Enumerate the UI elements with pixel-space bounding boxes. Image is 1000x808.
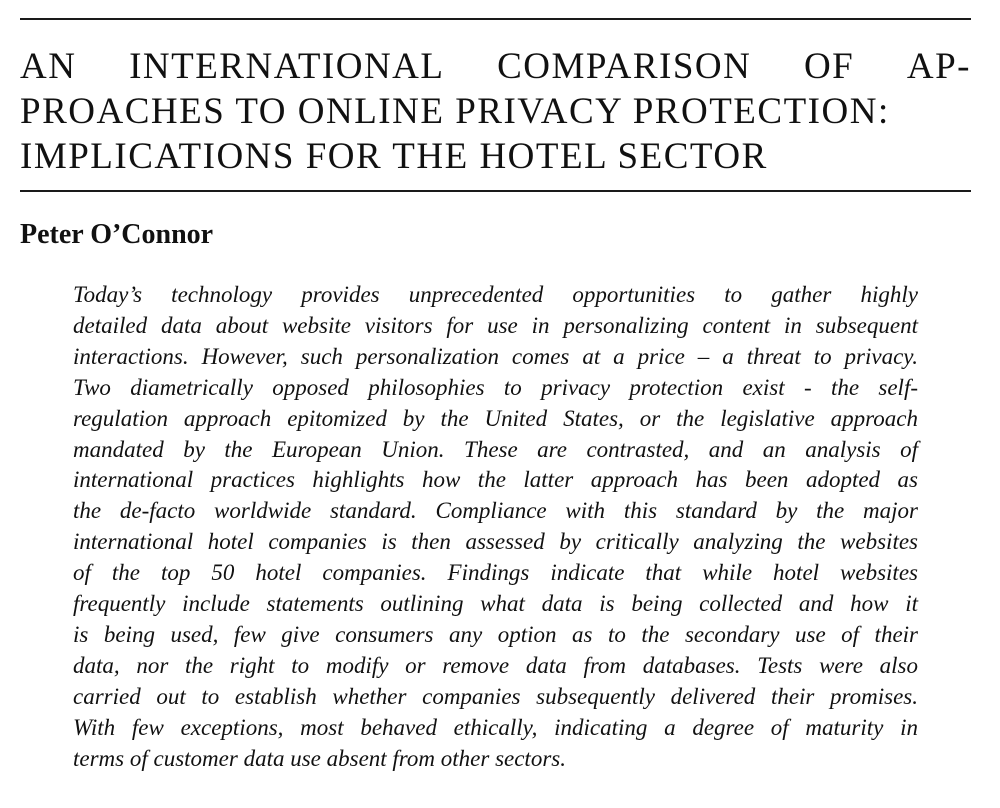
abstract-line: of the top 50 hotel companies. Findings indicate that while hotel websites — [73, 560, 918, 586]
title-word: AN — [20, 46, 77, 87]
abstract-line: detailed data about website visitors for use in personalizing content in subsequent — [73, 312, 918, 338]
author-name: Peter O’Connor — [20, 219, 214, 250]
abstract-line: mandated by the European Union. These are contrasted, and an analysis of — [73, 436, 918, 462]
title-word: COMPARISON — [497, 46, 752, 87]
title-word: OF — [803, 46, 855, 87]
paper-title — [20, 44, 971, 179]
abstract-line: Today’s technology provides unprecedented opportunities to gather highly — [73, 282, 918, 307]
abstract-line: Two diametrically opposed philosophies to privacy protection exist - the self- — [73, 374, 918, 400]
abstract-line: interactions. However, such personalization comes at a price – a threat to privacy. — [73, 343, 918, 369]
bottom-rule — [20, 190, 971, 192]
abstract-line: the de-facto worldwide standard. Compliance with this standard by the major — [73, 498, 918, 524]
title-word: AP- — [906, 46, 971, 87]
abstract-line: data, nor the right to modify or remove data from databases. Tests were also — [73, 652, 918, 678]
abstract-line: terms of customer data use absent from other sectors. — [73, 745, 566, 771]
title-word: INTERNATIONAL — [129, 46, 445, 87]
top-rule — [20, 18, 971, 20]
abstract-line: regulation approach epitomized by the United States, or the legislative approach — [73, 405, 918, 431]
abstract-line: frequently include statements outlining what data is being collected and how it — [73, 591, 918, 617]
abstract-line: international hotel companies is then assessed by critically analyzing the websites — [73, 529, 918, 555]
title-line-1 — [20, 44, 971, 89]
abstract — [73, 280, 918, 775]
abstract-line: carried out to establish whether companies subsequently delivered their promises. — [73, 683, 918, 709]
abstract-line: international practices highlights how the latter approach has been adopted as — [73, 467, 918, 493]
abstract-line: With few exceptions, most behaved ethically, indicating a degree of maturity in — [73, 714, 918, 740]
title-line-2: PROACHES TO ONLINE PRIVACY PROTECTION: — [20, 91, 890, 132]
abstract-line: is being used, few give consumers any option as to the secondary use of their — [73, 621, 918, 647]
title-line-3: IMPLICATIONS FOR THE HOTEL SECTOR — [20, 136, 768, 177]
